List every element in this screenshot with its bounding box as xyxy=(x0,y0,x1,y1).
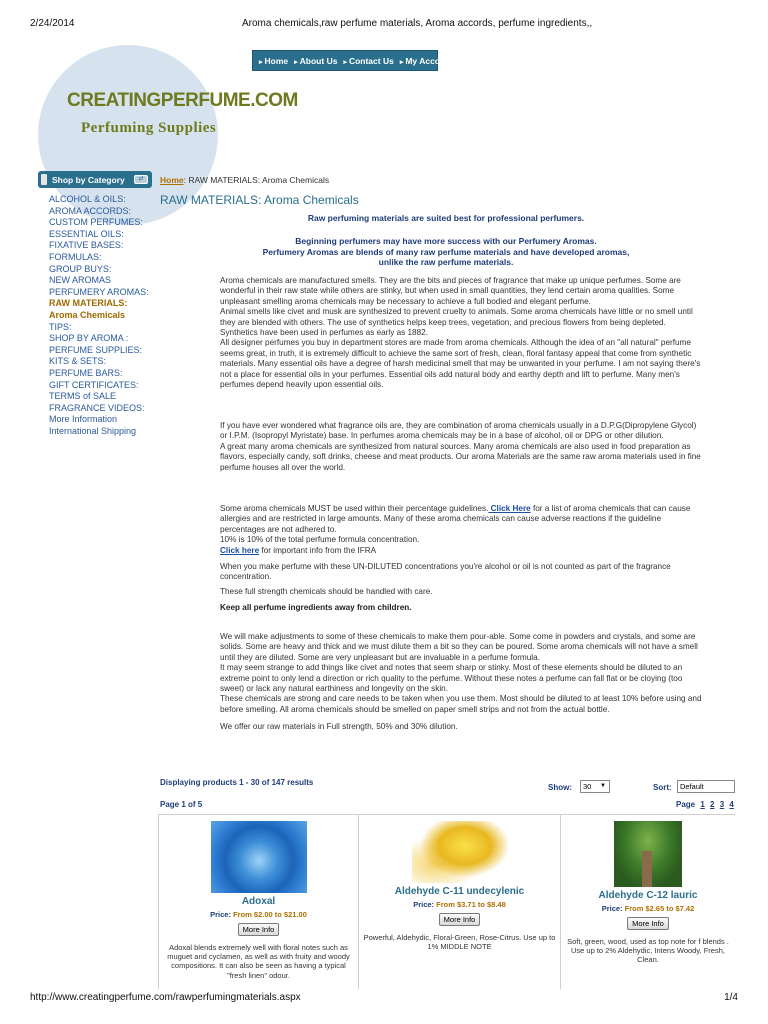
intro-line: unlike the raw perfume materials. xyxy=(378,257,514,268)
category-item[interactable]: GIFT CERTIFICATES: xyxy=(49,379,139,390)
body-paragraph: If you have ever wondered what fragrance oils are, they are combination of aroma chemicals usually in a D.P.G(Dipropylene Glycol) or I.P.M. (Isopropyl Myristate) base. In perfumes aroma chemicals may be in a base of alcohol, oil or DPG or other dilution. xyxy=(220,421,697,441)
product-name[interactable]: Aldehyde C-12 lauric xyxy=(598,890,698,901)
category-item[interactable]: ESSENTIAL OILS: xyxy=(49,228,124,239)
product-price: Price: From $3.71 to $8.48 xyxy=(413,900,506,909)
category-item[interactable]: GROUP BUYS: xyxy=(49,263,112,274)
product-name[interactable]: Aldehyde C-11 undecylenic xyxy=(394,886,525,897)
breadcrumb-trail: : RAW MATERIALS: Aroma Chemicals xyxy=(183,175,330,185)
print-page-number: 1/4 xyxy=(724,992,738,1003)
intro-notice xyxy=(160,213,732,268)
category-item[interactable]: International Shipping xyxy=(49,425,137,436)
product-card xyxy=(358,815,561,989)
body-paragraph: It may seem strange to add things like civet and notes that seem sharp or stinky. Most of these elements should be diluted to an extreme point to only lend a direction or rich quality to the perfume. Without these notes a perfume can fall flat or be cloying (too sweet) or lack any natural earthiness and longevity on the skin. xyxy=(220,663,683,694)
category-item[interactable]: KITS & SETS: xyxy=(49,356,107,367)
intro-line: Raw perfuming materials are suited best for professional perfumers. xyxy=(307,213,585,223)
category-item[interactable]: AROMA ACCORDS: xyxy=(49,205,132,216)
product-description: Soft, green, wood, used as top note for f blends . Use up to 2% Aldehydic, Intens Woody, Fresh, Clean. xyxy=(567,937,729,965)
nav-home-link[interactable]: ▸ Home xyxy=(259,56,288,66)
product-price: Price: From $2.65 to $7.42 xyxy=(601,904,695,913)
top-navigation xyxy=(252,50,454,71)
page-title: RAW MATERIALS: Aroma Chemicals xyxy=(160,193,359,207)
site-tagline: Perfuming Supplies xyxy=(81,120,217,136)
body-section-4 xyxy=(220,632,702,733)
body-section-2 xyxy=(220,421,702,473)
body-section-1 xyxy=(220,276,702,390)
pagination xyxy=(676,800,734,809)
print-date: 2/24/2014 xyxy=(30,18,75,29)
category-header xyxy=(38,171,152,188)
product-description: Adoxal blends extremely well with floral notes such as muguet and cyclamen, as well as with fruity and woody compositions. It can also be seen as having a typical "fresh linen" odour. xyxy=(167,943,350,980)
intro-line: Perfumery Aromas are blends of many raw perfume materials and have developed aromas, xyxy=(262,246,630,257)
body-paragraph: Click here for important info from the IFRA xyxy=(220,545,377,555)
product-image[interactable] xyxy=(614,821,682,887)
category-item[interactable]: TIPS: xyxy=(49,321,72,332)
product-price: Price: From $2.00 to $21.00 xyxy=(210,910,307,919)
nav-account-link[interactable]: ▸ My Account xyxy=(400,56,453,66)
breadcrumb xyxy=(160,175,329,185)
category-item[interactable]: CUSTOM PERFUMES: xyxy=(49,217,143,228)
site-logo[interactable]: CREATINGPERFUME.COM xyxy=(67,90,298,111)
category-item[interactable]: More Information xyxy=(49,414,118,425)
sort-label: Sort: xyxy=(653,783,672,792)
category-list xyxy=(49,194,159,437)
page-link[interactable]: 2 xyxy=(710,800,715,809)
pagination-label: Page xyxy=(676,800,696,809)
category-subitem-active[interactable]: Aroma Chemicals xyxy=(49,309,126,320)
body-paragraph: Aroma chemicals are manufactured smells. They are the bits and pieces of fragrance that make up unique perfumes. Some are wonderful in their raw state while others are stinky, but when used in small quantities, they lend certain aroma qualities. Some unpleasant smelling aroma chemicals may be necessary to achieve a full bodied and elegant perfume. xyxy=(220,276,681,306)
page-indicator: Page 1 of 5 xyxy=(160,800,203,809)
print-footer xyxy=(30,992,738,1006)
category-item[interactable]: FORMULAS: xyxy=(49,251,102,262)
product-card xyxy=(560,815,735,989)
body-paragraph: All designer perfumes you buy in department stores are made from aroma chemicals. Although the idea of an "all natural" perfume seems great, in truth, it is extremely difficult to achieve the same sort of fresh, clean, floral fantasy appeal that come from synthetic materials. Many essential oils have a degree of harsh medicinal smell that may be unwanted in your perfume. I am not saying there's not a place for essential oils in your perfumes. Essential oils add natural body and earthy depth and lift to perfume. Many men's perfumes depend heavily upon essential oils. xyxy=(220,338,701,390)
nav-about-link[interactable]: ▸ About Us xyxy=(294,56,337,66)
category-item[interactable]: PERFUME SUPPLIES: xyxy=(49,344,143,355)
category-toggle-button[interactable]: ⇄ xyxy=(134,175,148,184)
product-description: Powerful, Aldehydic, Floral-Green, Rose-Citrus. Use up to 1% MIDDLE NOTE xyxy=(363,933,556,952)
print-title: Aroma chemicals,raw perfume materials, Aroma accords, perfume ingredients,, xyxy=(242,18,593,29)
body-paragraph: We will make adjustments to some of these chemicals to make them pour-able. Some come in powders and crystals, and some are solids. Some are heavy and thick and we must dilute them a bit so they can be poured. Some aroma chemicals will not have a smell until they are diluted. Some are very unpleasant but are invaluable in a perfume formula. xyxy=(220,632,698,662)
intro-line: Beginning perfumers may have more success with our Perfumery Aromas. xyxy=(295,236,597,247)
more-info-button[interactable]: More Info xyxy=(627,917,669,930)
category-item-active[interactable]: RAW MATERIALS: xyxy=(49,298,128,309)
safety-warning: Keep all perfume ingredients away from children. xyxy=(220,603,412,613)
page-link[interactable]: 1 xyxy=(700,800,705,809)
allergen-list-link[interactable]: Click Here xyxy=(488,504,531,513)
body-paragraph: These chemicals are strong and care needs to be taken when you use them. Most should be diluted to at least 10% before using and before smelling. All aroma chemicals should be smelled on paper smell strips and not from the actual bottle. xyxy=(220,694,702,714)
category-item[interactable]: ALCOHOL & OILS: xyxy=(49,194,126,204)
body-paragraph: A great many aroma chemicals are synthesized from natural sources. Many aroma chemicals are also used in food preparation as flavors, especially candy, soft drinks, cheese and meat products. Our aroma Materials are the same raw aroma materials used in fine perfume houses all over the world. xyxy=(220,441,701,472)
category-item[interactable]: PERFUME BARS: xyxy=(49,367,123,378)
body-paragraph: When you make perfume with these UN-DILUTED concentrations you're alcohol or oil is not counted as part of the fragrance concentration. xyxy=(220,562,671,582)
product-grid xyxy=(158,814,735,988)
body-paragraph: These full strength chemicals should be handled with care. xyxy=(220,586,433,596)
body-section-3 xyxy=(220,504,702,614)
product-image[interactable] xyxy=(211,821,307,893)
print-header xyxy=(30,18,738,32)
body-paragraph: We offer our raw materials in Full strength, 50% and 30% dilution. xyxy=(220,722,458,732)
page-link[interactable]: 4 xyxy=(729,800,734,809)
print-url: http://www.creatingperfume.com/rawperfumingmaterials.aspx xyxy=(30,992,301,1003)
category-item[interactable]: TERMS of SALE xyxy=(49,391,117,402)
category-item[interactable]: NEW AROMAS xyxy=(49,275,112,286)
product-image[interactable] xyxy=(412,821,508,883)
category-item[interactable]: PERFUMERY AROMAS: xyxy=(49,286,149,297)
product-card xyxy=(158,815,359,989)
body-paragraph: Animal smells like civet and musk are synthesized to prevent cruelty to animals. Some aroma chemicals have little or no smell until they are blended with others. The use of synthetics helps keep trees, vegetation, and precious flowers from being depleted. Synthetics have been used in perfumes as early as 1882. xyxy=(220,307,693,338)
category-item[interactable]: SHOP BY AROMA : xyxy=(49,333,129,344)
results-count: Displaying products 1 - 30 of 147 results xyxy=(160,778,314,787)
per-page-select[interactable]: 30 ▼ xyxy=(580,780,610,793)
category-header-marker xyxy=(41,174,47,185)
category-item[interactable]: FRAGRANCE VIDEOS: xyxy=(49,402,145,413)
page-link[interactable]: 3 xyxy=(719,800,725,809)
category-header-label: Shop by Category xyxy=(52,174,125,185)
sort-select[interactable]: Default xyxy=(677,780,735,793)
show-label: Show: xyxy=(548,783,572,792)
more-info-button[interactable]: More Info xyxy=(238,923,280,936)
body-paragraph: Some aroma chemicals MUST be used within their percentage guidelines. Click Here for a list of aroma chemicals that can cause allergies and are restricted in large amounts. Many of these aroma chemicals can cause adverse reactions if the guideline percentages are not adhered to. xyxy=(220,504,691,534)
ifra-info-link[interactable]: Click here xyxy=(220,545,260,555)
body-paragraph: 10% is 10% of the total perfume formula concentration. xyxy=(220,535,420,545)
nav-contact-link[interactable]: ▸ Contact Us xyxy=(343,56,393,66)
more-info-button[interactable]: More Info xyxy=(439,913,481,926)
breadcrumb-home-link[interactable]: Home xyxy=(160,175,184,185)
product-name[interactable]: Adoxal xyxy=(241,896,276,907)
category-item[interactable]: FIXATIVE BASES: xyxy=(49,240,124,251)
